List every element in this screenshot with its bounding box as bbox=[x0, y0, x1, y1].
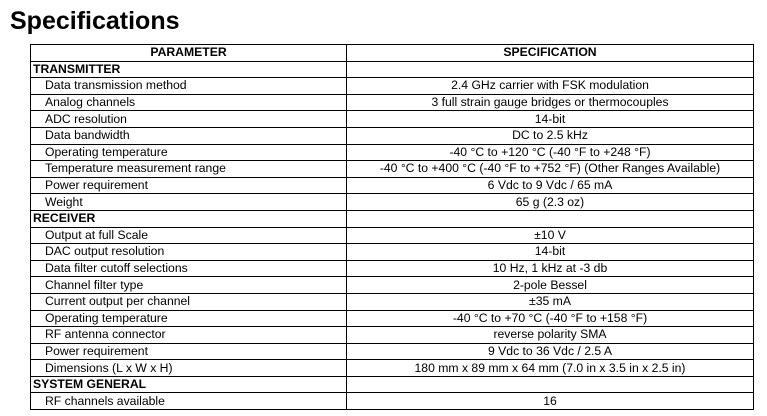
specification-cell: 16 bbox=[347, 393, 754, 410]
section-spacer-cell bbox=[347, 376, 754, 393]
specification-cell: ±10 V bbox=[347, 227, 754, 244]
specification-cell: 2-pole Bessel bbox=[347, 277, 754, 294]
table-row bbox=[31, 227, 754, 244]
section-row bbox=[31, 61, 754, 78]
table-row bbox=[31, 393, 754, 410]
header-specification: SPECIFICATION bbox=[347, 45, 754, 62]
specifications-table bbox=[30, 44, 754, 410]
section-row bbox=[31, 376, 754, 393]
parameter-cell: Current output per channel bbox=[31, 293, 347, 310]
table-row bbox=[31, 360, 754, 377]
specification-cell: 9 Vdc to 36 Vdc / 2.5 A bbox=[347, 343, 754, 360]
table-row bbox=[31, 293, 754, 310]
parameter-cell: Channel filter type bbox=[31, 277, 347, 294]
table-row bbox=[31, 127, 754, 144]
specification-cell: 180 mm x 89 mm x 64 mm (7.0 in x 3.5 in x 2.5 in) bbox=[347, 360, 754, 377]
header-parameter: PARAMETER bbox=[31, 45, 347, 62]
page-title: Specifications bbox=[10, 7, 180, 35]
specification-cell: -40 °C to +70 °C (-40 °F to +158 °F) bbox=[347, 310, 754, 327]
parameter-cell: RF antenna connector bbox=[31, 327, 347, 344]
table-row bbox=[31, 327, 754, 344]
parameter-cell: Analog channels bbox=[31, 94, 347, 111]
section-spacer-cell bbox=[347, 61, 754, 78]
parameter-cell: Data bandwidth bbox=[31, 127, 347, 144]
section-title: RECEIVER bbox=[31, 210, 347, 227]
table-row bbox=[31, 144, 754, 161]
parameter-cell: Power requirement bbox=[31, 343, 347, 360]
parameter-cell: Operating temperature bbox=[31, 144, 347, 161]
table-row bbox=[31, 94, 754, 111]
specification-cell: 3 full strain gauge bridges or thermocouples bbox=[347, 94, 754, 111]
parameter-cell: RF channels available bbox=[31, 393, 347, 410]
table-row bbox=[31, 343, 754, 360]
table-row bbox=[31, 260, 754, 277]
parameter-cell: Operating temperature bbox=[31, 310, 347, 327]
parameter-cell: Power requirement bbox=[31, 177, 347, 194]
specification-cell: -40 °C to +400 °C (-40 °F to +752 °F) (Other Ranges Available) bbox=[347, 161, 754, 178]
specification-cell: 14-bit bbox=[347, 244, 754, 261]
section-spacer-cell bbox=[347, 210, 754, 227]
specification-cell: 6 Vdc to 9 Vdc / 65 mA bbox=[347, 177, 754, 194]
table-row bbox=[31, 194, 754, 211]
section-row bbox=[31, 210, 754, 227]
parameter-cell: Dimensions (L x W x H) bbox=[31, 360, 347, 377]
table-row bbox=[31, 310, 754, 327]
section-title: TRANSMITTER bbox=[31, 61, 347, 78]
parameter-cell: Data transmission method bbox=[31, 78, 347, 95]
table-row bbox=[31, 111, 754, 128]
table-row bbox=[31, 78, 754, 95]
table-row bbox=[31, 244, 754, 261]
parameter-cell: Output at full Scale bbox=[31, 227, 347, 244]
table-row bbox=[31, 177, 754, 194]
specification-cell: reverse polarity SMA bbox=[347, 327, 754, 344]
table-row bbox=[31, 277, 754, 294]
table-row bbox=[31, 161, 754, 178]
specification-cell: -40 °C to +120 °C (-40 °F to +248 °F) bbox=[347, 144, 754, 161]
specification-cell: DC to 2.5 kHz bbox=[347, 127, 754, 144]
table-body bbox=[31, 61, 754, 409]
specification-cell: 65 g (2.3 oz) bbox=[347, 194, 754, 211]
parameter-cell: Data filter cutoff selections bbox=[31, 260, 347, 277]
specification-cell: 14-bit bbox=[347, 111, 754, 128]
specification-cell: 2.4 GHz carrier with FSK modulation bbox=[347, 78, 754, 95]
parameter-cell: DAC output resolution bbox=[31, 244, 347, 261]
parameter-cell: Weight bbox=[31, 194, 347, 211]
parameter-cell: Temperature measurement range bbox=[31, 161, 347, 178]
table-header-row bbox=[31, 45, 754, 62]
specification-cell: 10 Hz, 1 kHz at -3 db bbox=[347, 260, 754, 277]
section-title: SYSTEM GENERAL bbox=[31, 376, 347, 393]
parameter-cell: ADC resolution bbox=[31, 111, 347, 128]
specification-cell: ±35 mA bbox=[347, 293, 754, 310]
